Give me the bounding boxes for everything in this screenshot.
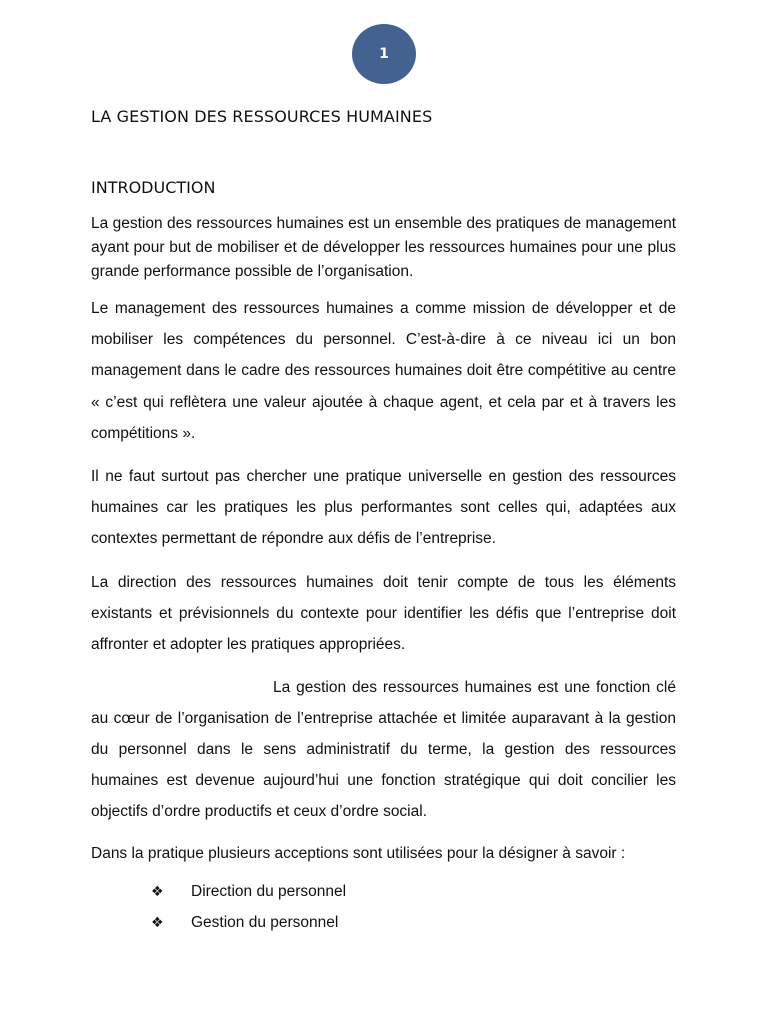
list-item [151,876,346,907]
page-number-badge: 1 [352,24,416,84]
paragraph: La gestion des ressources humaines est une fonction clé au cœur de l’organisation de l’entreprise attachée et limitée auparavant à la gestion du personnel dans le sens administratif du terme, la gestion des ressources humaines est devenue aujourd’hui une fonction stratégique qui doit concilier les objectifs d’ordre productifs et ceux d’ordre social. [91,679,676,820]
paragraph: Le management des ressources humaines a comme mission de développer et de mobiliser les compétences du personnel. C’est-à-dire à ce niveau ici un bon management dans le cadre des ressources humaines doit être compétitive au centre « c’est qui reflètera une valeur ajoutée à chaque agent, et cela par et à travers les compétitions ». [91,300,676,442]
paragraph: La gestion des ressources humaines est un ensemble des pratiques de management ayant pour but de mobiliser et de développer les ressources humaines pour une plus grande performance possible de l’organisation. [91,215,676,280]
paragraph: Il ne faut surtout pas chercher une pratique universelle en gestion des ressources humaines car les pratiques les plus performantes sont celles qui, adaptées aux contextes permettant de répondre aux défis de l’entreprise. [91,468,676,547]
bullet-list [151,876,346,938]
diamond-bullet-icon: ❖ [151,883,164,900]
section-heading-introduction: INTRODUCTION [91,178,216,197]
diamond-bullet-icon: ❖ [151,914,164,931]
list-item-label: Gestion du personnel [191,913,339,931]
document-title: LA GESTION DES RESSOURCES HUMAINES [91,107,433,126]
paragraph: Dans la pratique plusieurs acceptions sont utilisées pour la désigner à savoir : [91,845,626,862]
paragraph: La direction des ressources humaines doit tenir compte de tous les éléments existants et prévisionnels du contexte pour identifier les défis que l’entreprise doit affronter et adopter les pratiques appropriées. [91,574,676,653]
list-item-label: Direction du personnel [191,882,347,900]
list-item [151,907,346,938]
